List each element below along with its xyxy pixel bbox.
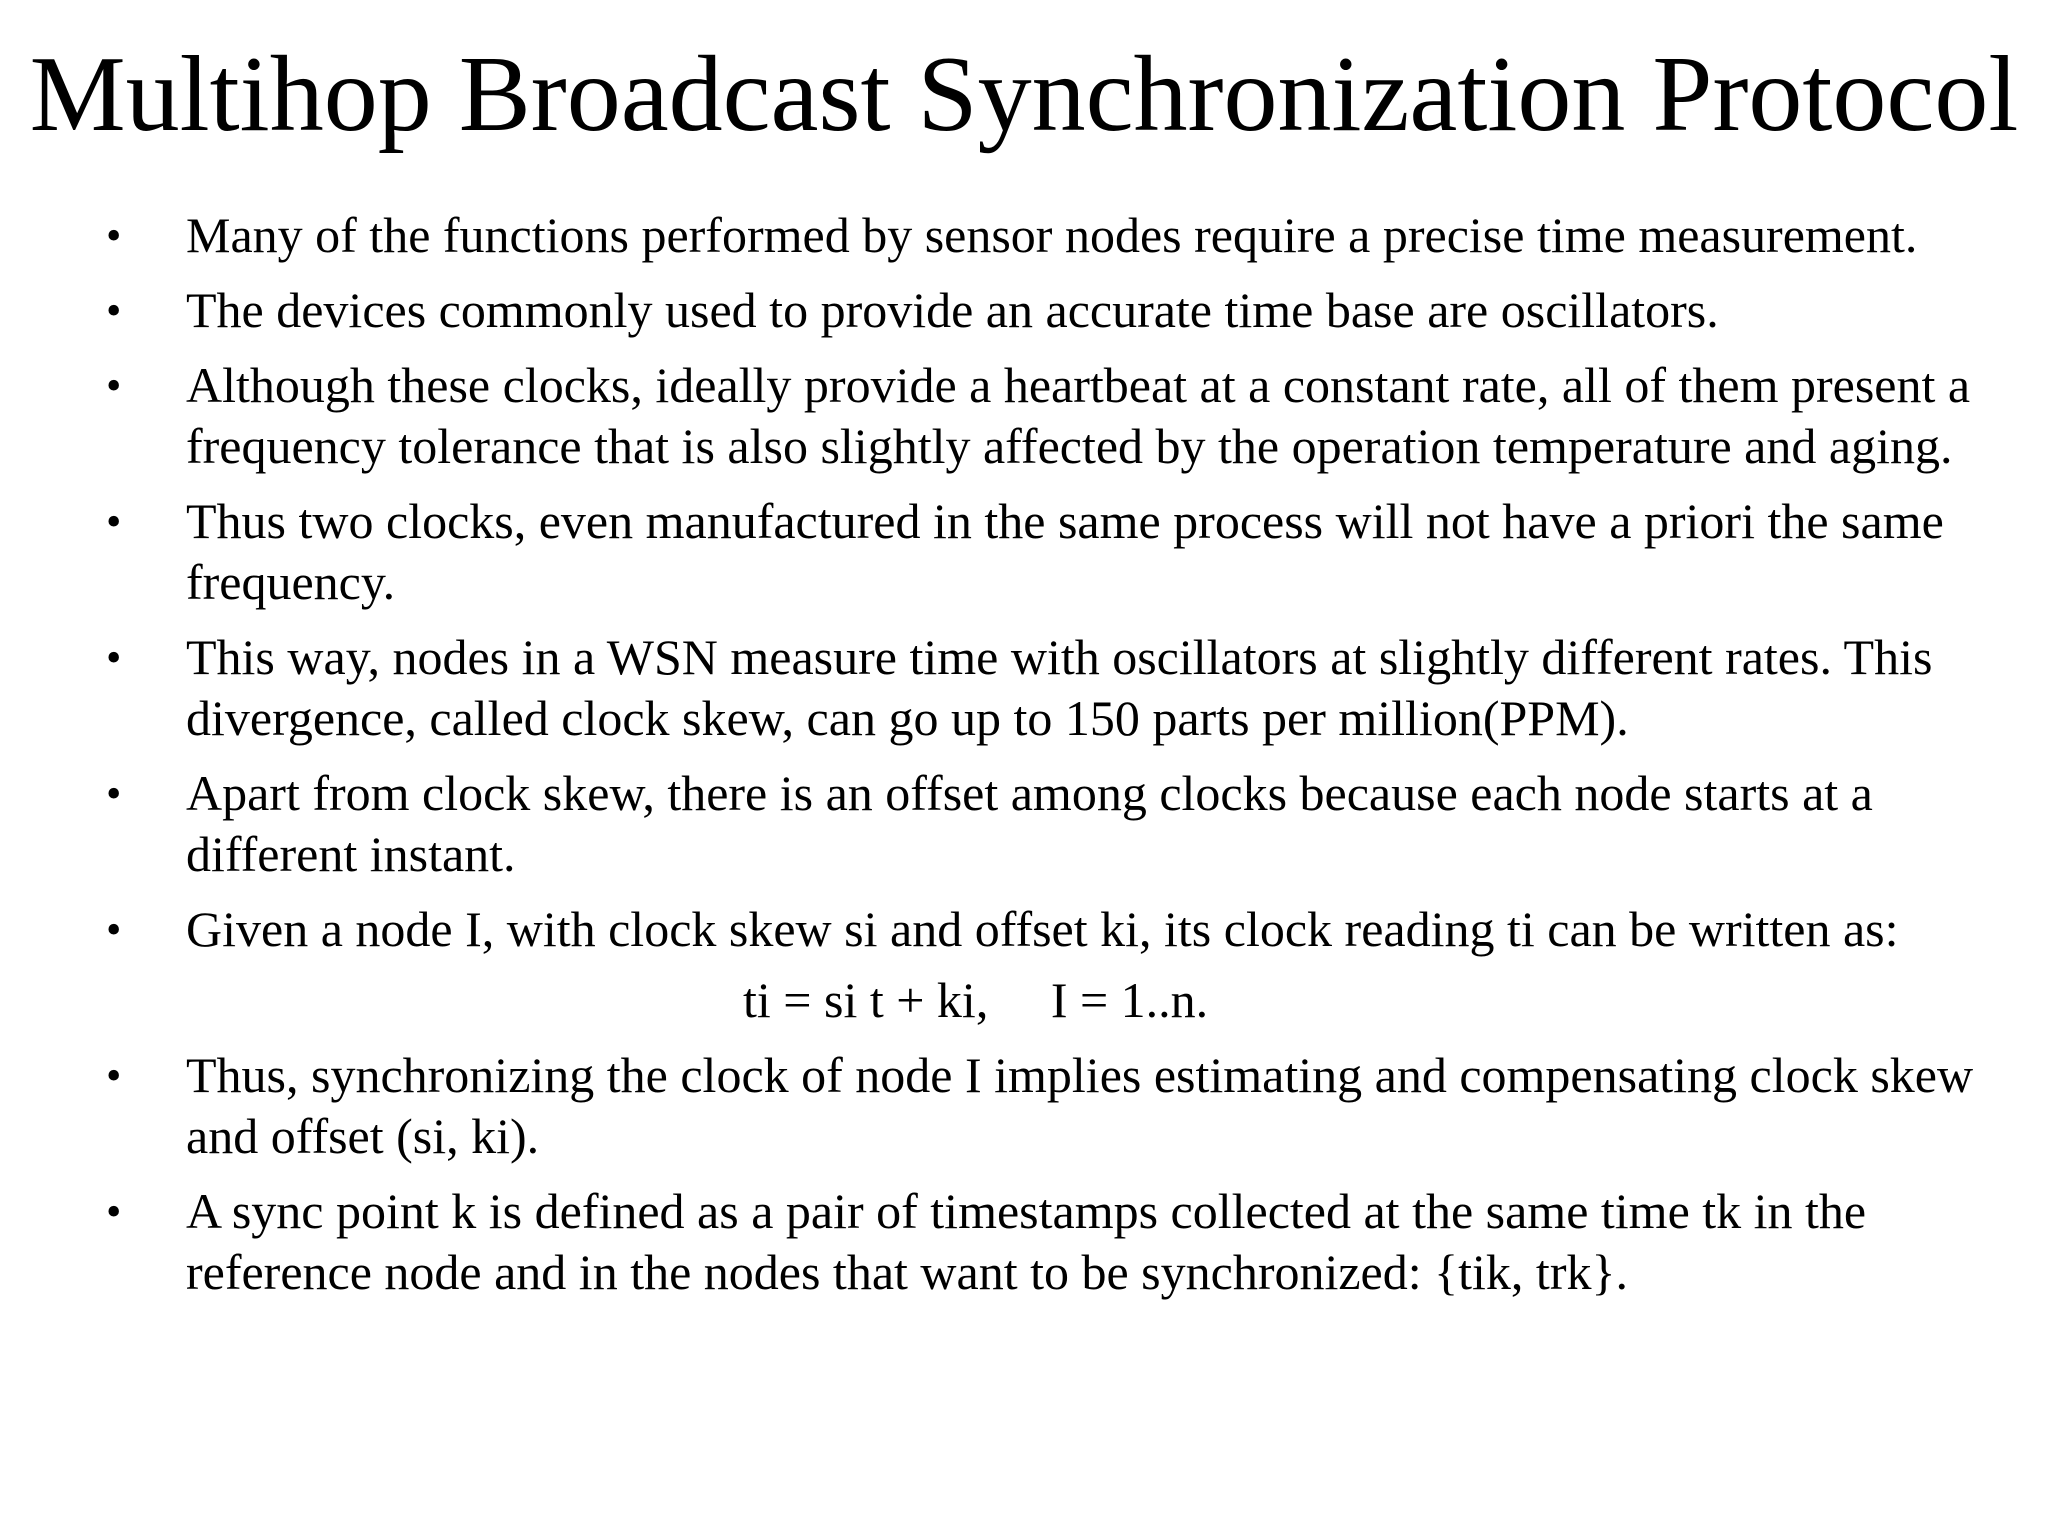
slide-title: Multihop Broadcast Synchronization Protocol xyxy=(29,35,2019,154)
bullet-icon: • xyxy=(106,361,122,410)
bullet-list xyxy=(106,205,1986,1317)
list-item xyxy=(106,899,1986,960)
list-item xyxy=(106,491,1986,613)
bullet-text: Given a node I, with clock skew si and offset ki, its clock reading ti can be written as: xyxy=(186,901,1899,957)
list-item xyxy=(106,355,1986,477)
list-item xyxy=(106,627,1986,749)
bullet-text: Apart from clock skew, there is an offset among clocks because each node starts at a different instant. xyxy=(186,765,1873,882)
bullet-text: This way, nodes in a WSN measure time with oscillators at slightly different rates. This divergence, called clock skew, can go up to 150 parts per million(PPM). xyxy=(186,629,1933,746)
bullet-text: A sync point k is defined as a pair of timestamps collected at the same time tk in the reference node and in the nodes that want to be synchronized: {tik, trk}. xyxy=(186,1183,1867,1300)
bullet-icon: • xyxy=(106,1187,122,1236)
bullet-text: Although these clocks, ideally provide a heartbeat at a constant rate, all of them present a frequency tolerance that is also slightly affected by the operation temperature and aging. xyxy=(186,357,1971,474)
bullet-icon: • xyxy=(106,769,122,818)
clock-formula: ti = si t + ki, I = 1..n. xyxy=(743,972,1209,1028)
bullet-icon: • xyxy=(106,633,122,682)
list-item xyxy=(106,1045,1986,1167)
bullet-icon: • xyxy=(106,1051,122,1100)
list-item xyxy=(106,280,1986,341)
bullet-text: The devices commonly used to provide an accurate time base are oscillators. xyxy=(186,282,1719,338)
bullet-icon: • xyxy=(106,286,122,335)
bullet-text: Many of the functions performed by sensor nodes require a precise time measurement. xyxy=(186,207,1918,263)
list-item xyxy=(106,763,1986,885)
bullet-icon: • xyxy=(106,211,122,260)
bullet-text: Thus, synchronizing the clock of node I implies estimating and compensating clock skew and offset (si, ki). xyxy=(186,1047,1974,1164)
list-item xyxy=(106,1181,1986,1303)
bullet-icon: • xyxy=(106,497,122,546)
list-item xyxy=(106,205,1986,266)
bullet-icon: • xyxy=(106,905,122,954)
bullet-text: Thus two clocks, even manufactured in the same process will not have a priori the same frequency. xyxy=(186,493,1944,610)
